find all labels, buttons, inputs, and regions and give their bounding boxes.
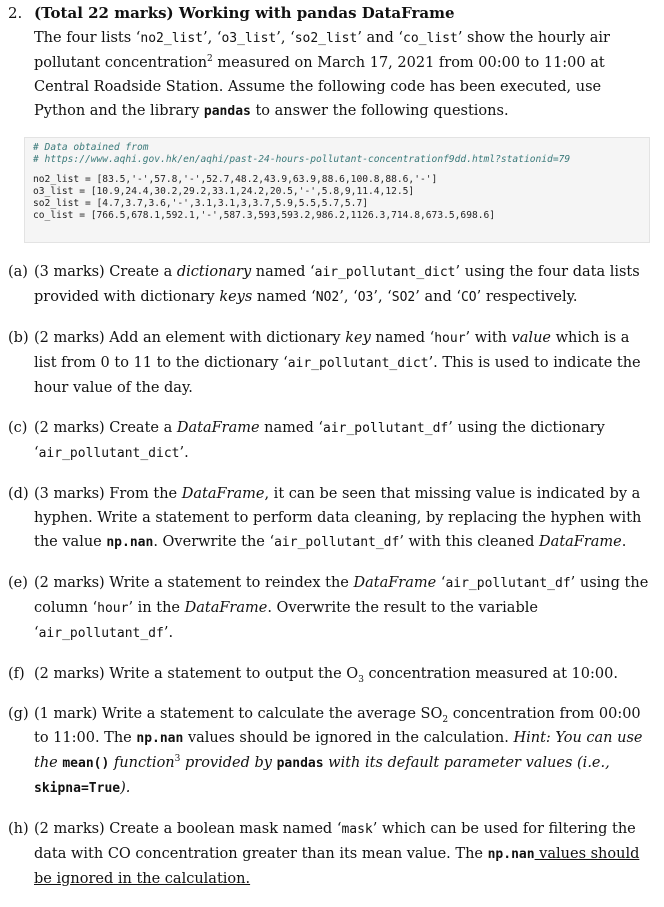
code-term: np.nan (136, 731, 184, 746)
emphasis: DataFrame (539, 534, 622, 550)
intro-text: measured on March 17, 2021 from 00:00 to 11:00 at Central Roadside Station. Assume the following code has been executed, use Python and the library (34, 55, 605, 119)
intro-text: ’ show the hourly air pollutant concentration (34, 30, 610, 71)
part-text: (1 mark) Write a statement to calculate the average SO (34, 706, 443, 722)
code-term: no2_list (140, 31, 204, 46)
code-term: pandas (276, 756, 324, 771)
part-text: ’ respectively. (476, 289, 578, 305)
question-parts (8, 260, 654, 907)
code-comment: # https://www.aqhi.gov.hk/en/aqhi/past-24-hours-pollutant-concentrationf9dd.html?stationid=79 (33, 154, 571, 165)
part-c (8, 416, 654, 466)
code-term: o3_list (221, 31, 277, 46)
part-text: . (621, 534, 627, 550)
part-label: (a) (8, 264, 28, 280)
code-term: air_pollutant_df (445, 576, 571, 591)
code-term: hour (97, 601, 129, 616)
code-term: co_list (403, 31, 458, 46)
code-term: CO (460, 290, 477, 305)
part-text: concentration from 00:00 to 11:00. The (34, 706, 641, 746)
part-label: (d) (8, 486, 29, 502)
part-label: (b) (8, 330, 29, 346)
code-block[interactable] (24, 137, 650, 243)
hint-text: with its default parameter values (i.e., (323, 755, 610, 771)
part-text: concentration measured at 10:00. (363, 666, 618, 682)
code-line-co: co_list = [766.5,678.1,592.1,'-',587.3,593,593.2,986.2,1126.3,714.8,673.5,698.6] (33, 210, 496, 221)
emphasis: DataFrame (184, 600, 268, 616)
emphasis: dictionary (176, 264, 252, 280)
emphasis: DataFrame (176, 420, 260, 436)
hint-text: ). (120, 780, 131, 796)
intro-text: ’, ‘ (276, 30, 295, 46)
part-text: (2 marks) Create a boolean mask named ‘ (34, 821, 342, 837)
part-text: ’, ‘ (339, 289, 358, 305)
emphasis: DataFrame (181, 486, 265, 502)
footnote-marker: 3 (174, 754, 181, 765)
part-text: ’ with (465, 330, 512, 346)
part-text: ’ which can be used for filtering the data with CO concentration greater than its mean value. The (34, 821, 636, 862)
intro-text: to answer the following questions. (250, 103, 509, 119)
part-label: (g) (8, 706, 29, 722)
part-d (8, 482, 654, 555)
part-h (8, 817, 654, 891)
emphasis: keys (219, 289, 253, 305)
part-f (8, 662, 654, 686)
part-text: named ‘ (252, 289, 316, 305)
part-text: ’ in the (128, 600, 185, 616)
part-text: (2 marks) Add an element with dictionary (34, 330, 346, 346)
part-label: (f) (8, 666, 25, 682)
part-text: ’ using the four data lists provided with dictionary (34, 264, 640, 305)
intro-text: ’, ‘ (203, 30, 222, 46)
part-text: values should be ignored in the calculation. (34, 846, 640, 887)
question-intro (34, 26, 654, 124)
part-g (8, 702, 654, 801)
part-label: (h) (8, 821, 29, 837)
code-term: skipna=True (34, 781, 121, 796)
part-text: (2 marks) Write a statement to output the O (34, 666, 359, 682)
part-text: ’ and ‘ (415, 289, 461, 305)
part-text: ’, ‘ (373, 289, 392, 305)
part-text: which is a list from 0 to 11 to the dictionary ‘ (34, 330, 630, 371)
subscript: 3 (358, 674, 364, 685)
code-term: pandas (203, 104, 251, 119)
hint-text: provided by (180, 755, 277, 771)
subscript: 2 (442, 714, 449, 725)
emphasis: key (345, 330, 371, 346)
part-text: , it can be seen that missing value is indicated by a hyphen. Write a statement to perform data cleaning, by replacing the hyphen with the value (34, 486, 642, 550)
hint-text: function (109, 755, 175, 771)
part-text: ’. (179, 445, 189, 461)
intro-text: ’ and ‘ (357, 30, 404, 46)
code-term: air_pollutant_df (323, 421, 449, 436)
code-term: air_pollutant_df (38, 626, 164, 641)
code-blank-line (33, 166, 641, 174)
code-term: air_pollutant_df (274, 535, 400, 550)
code-term: mask (341, 822, 373, 837)
code-term: air_pollutant_dict (287, 356, 429, 371)
part-text: ‘ (436, 575, 446, 591)
part-label: (e) (8, 575, 28, 591)
code-comment: # Data obtained from (33, 142, 149, 153)
part-e (8, 571, 654, 646)
code-term: hour (434, 331, 466, 346)
part-text: (2 marks) Create a (34, 420, 177, 436)
part-text: (3 marks) From the (34, 486, 182, 502)
code-term: SO2 (391, 290, 416, 305)
part-text: ’. (163, 625, 174, 641)
part-label: (c) (8, 420, 28, 436)
part-text: named ‘ (251, 264, 315, 280)
code-term: np.nan (106, 535, 154, 550)
part-text: ’. This is used to indicate the hour value of the day. (34, 355, 641, 396)
emphasis: DataFrame (353, 575, 437, 591)
question-number: 2. (8, 4, 23, 22)
part-a (8, 260, 654, 310)
part-text: ’ using the column ‘ (34, 575, 649, 616)
code-line-o3: o3_list = [10.9,24.4,30.2,29.2,33.1,24.2,20.5,'-',5.8,9,11.4,12.5] (33, 186, 415, 197)
part-text: (2 marks) Write a statement to reindex the (34, 575, 354, 591)
code-term: mean() (62, 756, 110, 771)
part-text: . Overwrite the result to the variable ‘ (34, 600, 538, 641)
part-text: ’ using the dictionary ‘ (34, 420, 605, 461)
emphasis: value (511, 330, 551, 346)
hint-text: Hint: You can use the (34, 730, 643, 771)
code-term: so2_list (294, 31, 358, 46)
code-line-no2: no2_list = [83.5,'-',57.8,'-',52.7,48.2,43.9,63.9,88.6,100.8,88.6,'-'] (33, 174, 438, 185)
code-term: air_pollutant_dict (314, 265, 456, 280)
question-header (8, 3, 455, 23)
part-text: named ‘ (259, 420, 323, 436)
part-text: named ‘ (370, 330, 435, 346)
code-line-so2: so2_list = [4.7,3.7,3.6,'-',3.1,3.1,3,3.7,5.9,5.5,5.7,5.7] (33, 198, 369, 209)
part-b (8, 326, 654, 400)
code-term: np.nan (487, 847, 535, 862)
footnote-marker: 2 (207, 54, 213, 65)
question-title: (Total 22 marks) Working with pandas DataFrame (34, 4, 455, 22)
code-term: NO2 (315, 290, 340, 305)
part-text: . Overwrite the ‘ (153, 534, 275, 550)
part-text: values should be ignored in the calculation. (183, 730, 514, 746)
part-text: (3 marks) Create a (34, 264, 177, 280)
intro-text: The four lists ‘ (34, 30, 141, 46)
part-text: ’ with this cleaned (399, 534, 540, 550)
code-term: O3 (357, 290, 374, 305)
code-term: air_pollutant_dict (38, 446, 180, 461)
